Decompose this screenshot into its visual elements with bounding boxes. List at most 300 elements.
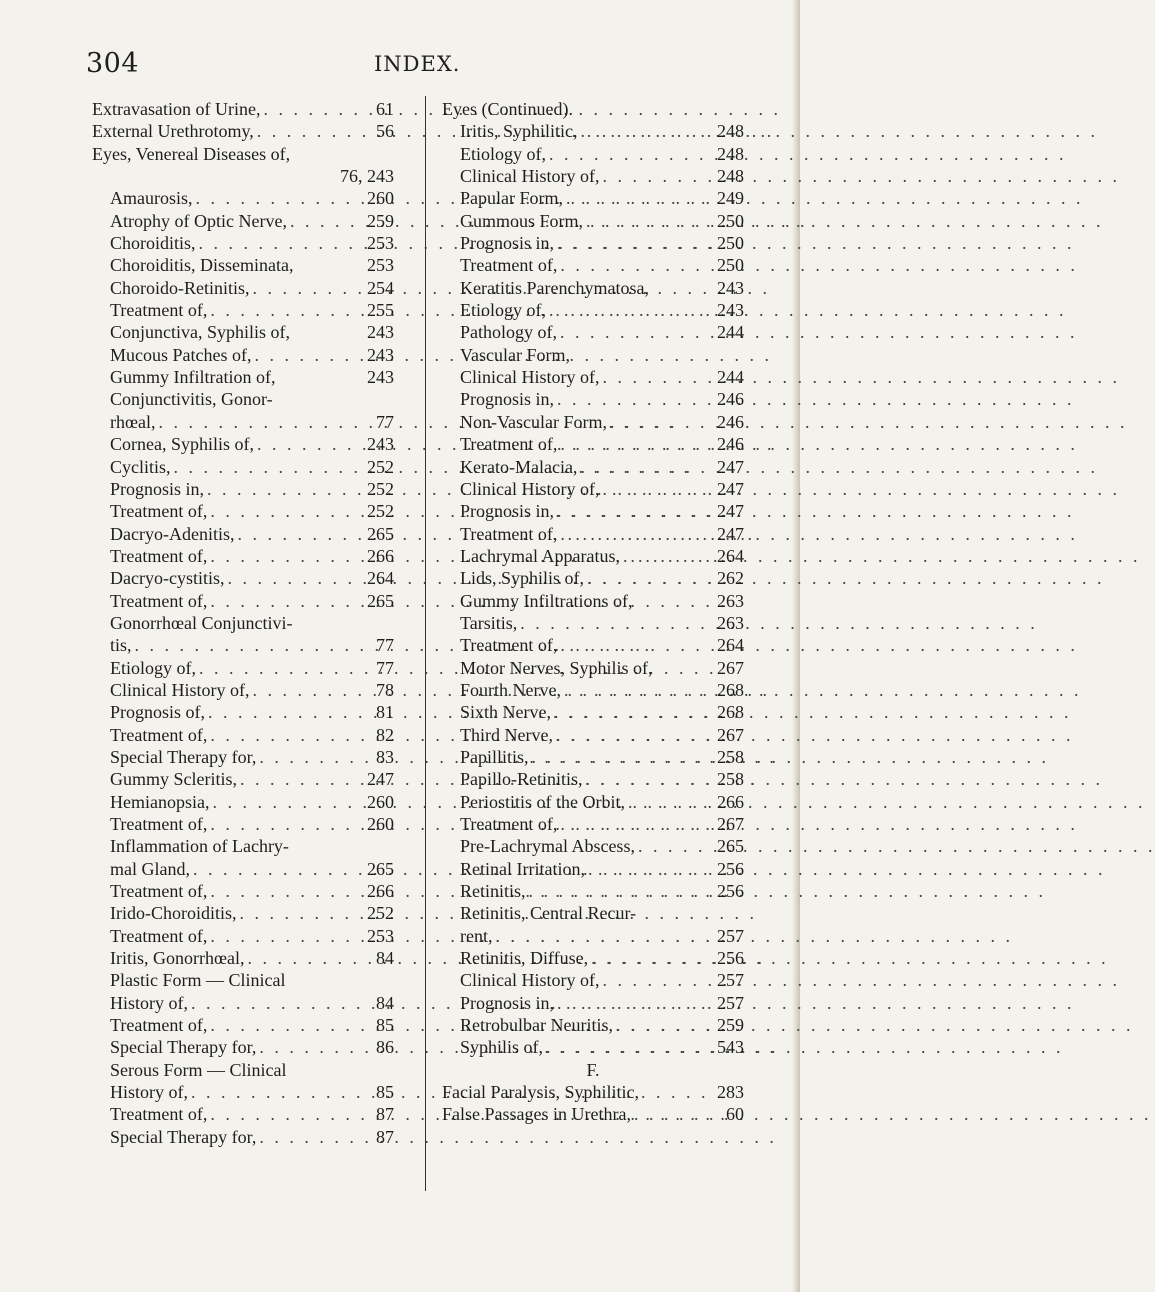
index-entry <box>92 456 394 478</box>
dot-leader <box>257 120 373 142</box>
index-entry-label: Papillo-Retinitis, <box>460 769 583 790</box>
index-entry-page: 252 <box>367 903 394 924</box>
index-entry <box>92 724 394 746</box>
left-index-column <box>92 98 394 1148</box>
index-entry-page: 248 <box>717 121 744 142</box>
index-entry-page: 243 <box>367 367 394 388</box>
dot-leader <box>549 299 714 321</box>
index-entry-label: Treatment of, <box>110 1104 208 1125</box>
index-entry-page: 258 <box>717 746 744 767</box>
index-entry-page: 262 <box>717 568 744 589</box>
index-entry-page: 77 <box>376 657 394 678</box>
index-entry-label: Lids, Syphilis of, <box>460 568 585 589</box>
index-entry-page: 248 <box>717 166 744 187</box>
index-entry-label: Treatment of, <box>110 925 208 946</box>
dot-leader <box>520 612 714 634</box>
index-entry <box>92 523 394 545</box>
index-entry-label: Pre-Lachrymal Abscess, <box>460 836 635 857</box>
dot-leader <box>210 880 364 902</box>
index-entry-label: Special Therapy for, <box>110 746 257 767</box>
index-entry <box>442 411 744 433</box>
index-entry-label: Etiology of, <box>110 657 196 678</box>
index-entry <box>442 1036 744 1058</box>
column-divider <box>425 96 426 1191</box>
index-entry <box>92 925 394 947</box>
index-entry <box>92 969 394 991</box>
dot-leader <box>586 768 714 790</box>
dot-leader <box>158 411 373 433</box>
index-entry-page: 253 <box>367 925 394 946</box>
index-entry <box>442 1014 744 1036</box>
index-entry-label: Special Therapy for, <box>110 1037 257 1058</box>
dot-leader <box>602 165 714 187</box>
index-entry <box>442 969 744 991</box>
dot-leader <box>560 634 714 656</box>
index-entry-label: mal Gland, <box>110 858 190 879</box>
index-entry-label: Conjunctiva, Syphilis of, <box>110 322 290 343</box>
index-entry-page: 253 <box>367 233 394 254</box>
index-entry <box>92 165 394 187</box>
dot-leader <box>546 1036 714 1058</box>
index-entry <box>92 746 394 768</box>
index-entry-page: 252 <box>367 478 394 499</box>
dot-leader <box>193 858 364 880</box>
index-entry-page: 87 <box>376 1126 394 1147</box>
index-entry-label: Clinical History of, <box>460 478 600 499</box>
index-entry <box>92 478 394 500</box>
index-entry-label: Iritis, Syphilitic, <box>460 121 578 142</box>
index-entry <box>442 724 744 746</box>
index-entry-label: Syphilis of, <box>460 1037 544 1058</box>
dot-leader <box>212 791 364 813</box>
index-entry-page: 266 <box>717 791 744 812</box>
index-entry <box>442 657 744 679</box>
index-entry <box>92 947 394 969</box>
index-entry-label: Treatment of, <box>110 1015 208 1036</box>
index-entry <box>442 366 744 388</box>
index-entry-label: tis, <box>110 635 132 656</box>
dot-leader <box>191 992 373 1014</box>
index-entry-page: 283 <box>717 1082 744 1103</box>
index-entry-label: Retinitis, Diffuse, <box>460 948 589 969</box>
index-entry-label: Eyes (Continued). <box>442 99 573 119</box>
page-number: 304 <box>86 48 140 79</box>
index-entry <box>442 947 744 969</box>
index-entry-page: 255 <box>367 300 394 321</box>
dot-leader <box>564 679 714 701</box>
index-entry-label: Clinical History of, <box>460 166 600 187</box>
index-entry-page: 265 <box>367 590 394 611</box>
index-entry <box>442 992 744 1014</box>
index-entry <box>442 545 744 567</box>
index-entry <box>442 701 744 723</box>
index-entry-label: Irido-Choroiditis, <box>110 903 237 924</box>
index-entry <box>442 634 744 656</box>
index-entry-label: Prognosis in, <box>110 478 205 499</box>
dot-leader <box>495 925 714 947</box>
index-entry <box>92 277 394 299</box>
dot-leader <box>532 746 714 768</box>
index-entry-page: 260 <box>367 814 394 834</box>
dot-leader <box>210 1103 373 1125</box>
index-entry-label: Inflammation of Lachry- <box>110 836 289 857</box>
index-entry-page: 83 <box>376 746 394 767</box>
index-entry-label: Serous Form — Clinical <box>110 1059 287 1080</box>
dot-leader <box>634 1103 723 1125</box>
index-entry-label: External Urethrotomy, <box>92 121 254 142</box>
index-entry-label: Pathology of, <box>460 322 557 343</box>
dot-leader <box>638 835 714 857</box>
index-entry-label: History of, <box>110 1082 188 1103</box>
dot-leader <box>549 143 714 165</box>
index-entry <box>442 232 744 254</box>
right-index-column <box>442 98 744 1126</box>
index-entry-page: 244 <box>717 367 744 388</box>
dot-leader <box>259 1126 373 1148</box>
index-entry-page: 82 <box>376 724 394 745</box>
index-entry-page: 267 <box>717 814 744 834</box>
index-entry-page: 252 <box>367 501 394 522</box>
index-entry <box>92 321 394 343</box>
index-entry-page: 247 <box>717 478 744 499</box>
index-entry <box>92 768 394 790</box>
index-entry-page: 264 <box>717 635 744 656</box>
index-entry-page: 267 <box>717 657 744 678</box>
index-entry <box>442 1103 744 1125</box>
index-entry-label: rent, <box>460 925 493 946</box>
index-entry-label: Gummous Form, <box>460 210 584 231</box>
index-entry-label: Gummy Infiltrations of, <box>460 590 633 611</box>
index-entry-page: 256 <box>717 858 744 879</box>
index-entry-label: Treatment of, <box>110 590 208 611</box>
dot-leader <box>207 478 364 500</box>
dot-leader <box>560 321 714 343</box>
index-entry-label: Kerato-Malacia, <box>460 456 578 477</box>
index-entry-page: 243 <box>367 344 394 365</box>
index-entry-page: 265 <box>367 523 394 544</box>
index-entry <box>92 835 394 857</box>
index-entry-label: Retinitis, <box>460 881 526 902</box>
index-entry-label: False Passages in Urethra, <box>442 1104 631 1125</box>
dot-leader <box>556 724 714 746</box>
dot-leader <box>259 746 373 768</box>
dot-leader <box>580 456 714 478</box>
index-entry-page: 253 <box>367 255 394 276</box>
dot-leader <box>210 545 364 567</box>
index-entry-label: Special Therapy for, <box>110 1126 257 1147</box>
index-entry <box>442 1059 744 1081</box>
index-entry-label: Choroiditis, Disseminata, <box>110 255 294 276</box>
index-entry-label: Etiology of, <box>460 143 546 164</box>
dot-leader <box>560 254 714 276</box>
index-entry-page: 244 <box>717 322 744 343</box>
index-entry <box>442 120 744 142</box>
index-entry <box>92 344 394 366</box>
index-entry-label: Gummy Infiltration of, <box>110 367 276 388</box>
dot-leader <box>208 701 373 723</box>
index-entry <box>92 143 394 165</box>
index-entry-page: 246 <box>717 389 744 410</box>
index-entry <box>92 813 394 835</box>
index-entry-page: 85 <box>376 1082 394 1103</box>
index-entry-page: 543 <box>717 1037 744 1058</box>
dot-leader <box>557 500 714 522</box>
page-header <box>0 48 800 82</box>
index-entry <box>92 679 394 701</box>
index-entry <box>442 835 744 857</box>
index-entry-label: Amaurosis, <box>110 188 193 209</box>
index-entry <box>442 433 744 455</box>
dot-leader <box>191 1081 373 1103</box>
index-entry-label: Sixth Nerve, <box>460 702 551 723</box>
index-entry-page: 250 <box>717 210 744 231</box>
dot-leader <box>602 478 714 500</box>
index-entry <box>92 98 394 120</box>
index-entry-label: Periostitis of the Orbit, <box>460 791 625 812</box>
index-entry <box>92 500 394 522</box>
dot-leader <box>210 925 364 947</box>
index-entry-page: 77 <box>376 635 394 656</box>
dot-leader <box>254 344 364 366</box>
index-entry <box>442 456 744 478</box>
dot-leader <box>227 567 364 589</box>
index-entry <box>442 746 744 768</box>
dot-leader <box>557 388 714 410</box>
index-entry-page: 265 <box>717 836 744 857</box>
dot-leader <box>259 1036 373 1058</box>
dot-leader <box>253 277 365 299</box>
index-entry-page: 85 <box>376 1015 394 1036</box>
index-entry <box>442 98 744 120</box>
page-title: INDEX. <box>374 52 461 76</box>
dot-leader <box>560 433 714 455</box>
page-edge-shadow <box>792 0 800 1292</box>
index-entry <box>442 344 744 366</box>
index-entry <box>442 791 744 813</box>
index-entry <box>92 634 394 656</box>
index-entry-label: Extravasation of Urine, <box>92 99 261 119</box>
dot-leader <box>210 1014 373 1036</box>
index-entry-label: Cyclitis, <box>110 456 171 477</box>
dot-leader <box>210 590 364 612</box>
index-entry-page: 256 <box>717 948 744 969</box>
index-entry-label: Fourth Nerve, <box>460 679 561 700</box>
dot-leader <box>557 992 714 1014</box>
dot-leader <box>199 232 364 254</box>
index-entry-label: Tarsitis, <box>460 612 518 633</box>
dot-leader <box>628 791 714 813</box>
index-entry <box>442 858 744 880</box>
index-entry-page: 243 <box>367 434 394 455</box>
index-entry-label: Prognosis in, <box>460 992 555 1013</box>
index-entry-label: Choroido-Retinitis, <box>110 277 250 298</box>
index-entry-page: 87 <box>376 1104 394 1125</box>
index-entry <box>92 701 394 723</box>
index-entry-label: Etiology of, <box>460 300 546 321</box>
index-entry-page: 243 <box>717 300 744 321</box>
index-entry-page: 263 <box>717 590 744 611</box>
index-entry-page: 260 <box>367 188 394 209</box>
index-entry-label: Retrobulbar Neuritis, <box>460 1015 613 1036</box>
dot-leader <box>554 701 714 723</box>
index-entry <box>442 925 744 947</box>
index-entry-page: 258 <box>717 769 744 790</box>
index-entry-page: 254 <box>367 277 394 298</box>
index-entry-label: Choroiditis, <box>110 233 196 254</box>
index-entry-label: Retinitis, Central Recur- <box>460 903 637 924</box>
index-entry <box>442 813 744 835</box>
index-entry-label: Cornea, Syphilis of, <box>110 434 254 455</box>
index-entry <box>92 1103 394 1125</box>
index-entry-label: Vascular Form, <box>460 344 570 365</box>
index-entry-label: Motor Nerves, Syphilis of, <box>460 657 653 678</box>
index-entry-label: Plastic Form — Clinical <box>110 970 286 991</box>
index-entry <box>442 567 744 589</box>
dot-leader <box>587 567 714 589</box>
index-entry <box>92 254 394 276</box>
index-entry-label: Treatment of, <box>110 881 208 902</box>
dot-leader <box>586 210 714 232</box>
dot-leader <box>263 98 373 120</box>
index-entry-page: 61 <box>376 99 394 119</box>
dot-leader <box>616 1014 714 1036</box>
index-entry-label: Papular Form, <box>460 188 563 209</box>
dot-leader <box>588 858 714 880</box>
dot-leader <box>240 902 365 924</box>
index-entry-page: 250 <box>717 255 744 276</box>
index-entry-label: Non-Vascular Form, <box>460 411 607 432</box>
dot-leader <box>529 880 714 902</box>
index-entry-label: Mucous Patches of, <box>110 344 252 365</box>
index-entry <box>442 1081 744 1103</box>
dot-leader <box>237 523 364 545</box>
index-entry-page: 56 <box>376 121 394 142</box>
index-entry-page: 247 <box>717 501 744 522</box>
index-entry <box>442 880 744 902</box>
index-entry <box>442 590 744 612</box>
index-entry-label: Eyes, Venereal Diseases of, <box>92 143 291 164</box>
index-entry <box>442 388 744 410</box>
index-entry <box>92 1036 394 1058</box>
index-entry <box>442 210 744 232</box>
index-entry <box>442 679 744 701</box>
index-entry-label: Hemianopsia, <box>110 791 210 812</box>
index-entry-page: 248 <box>717 143 744 164</box>
index-entry-page: 60 <box>726 1104 744 1125</box>
index-entry-label: Conjunctivitis, Gonor- <box>110 389 273 410</box>
index-entry-label: Papillitis, <box>460 746 529 767</box>
index-entry <box>442 143 744 165</box>
index-entry <box>92 120 394 142</box>
index-entry-label: Treatment of, <box>460 434 558 455</box>
dot-leader <box>252 679 373 701</box>
index-entry <box>442 768 744 790</box>
index-entry-page: 246 <box>717 434 744 455</box>
index-entry <box>442 165 744 187</box>
index-entry-page: 266 <box>367 545 394 566</box>
index-entry <box>442 500 744 522</box>
index-entry-page: 246 <box>717 411 744 432</box>
dot-leader <box>199 657 373 679</box>
index-entry-label: Dacryo-cystitis, <box>110 568 225 589</box>
index-entry-page: 76, 243 <box>340 166 394 187</box>
index-entry <box>442 612 744 634</box>
index-entry-label: Facial Paralysis, Syphilitic, <box>442 1082 639 1103</box>
index-entry <box>92 545 394 567</box>
index-entry-page: 86 <box>376 1037 394 1058</box>
index-entry-page: 257 <box>717 970 744 991</box>
index-entry-page: 259 <box>367 210 394 231</box>
index-entry-page: 256 <box>717 881 744 902</box>
dot-leader <box>602 969 714 991</box>
index-entry-page: 243 <box>717 277 744 298</box>
index-entry-label: Retinal Irritation, <box>460 858 585 879</box>
dot-leader <box>210 500 364 522</box>
index-entry-label: Gummy Scleritis, <box>110 769 237 790</box>
dot-leader <box>210 724 373 746</box>
index-entry-label: rhœal, <box>110 411 156 432</box>
index-entry <box>92 210 394 232</box>
dot-leader <box>557 232 714 254</box>
index-entry-page: 247 <box>367 769 394 790</box>
index-entry-page: 257 <box>717 925 744 946</box>
index-entry <box>92 411 394 433</box>
index-entry <box>92 1014 394 1036</box>
index-entry <box>92 567 394 589</box>
index-entry-label: Atrophy of Optic Nerve, <box>110 210 287 231</box>
index-entry <box>92 299 394 321</box>
index-entry-page: 247 <box>717 523 744 544</box>
dot-leader <box>602 366 714 388</box>
index-entry <box>92 880 394 902</box>
index-entry-page: 249 <box>717 188 744 209</box>
dot-leader <box>210 813 364 835</box>
index-entry-label: Clinical History of, <box>110 679 250 700</box>
dot-leader <box>240 768 364 790</box>
index-entry-label: Treatment of, <box>110 814 208 834</box>
index-entry-page: 265 <box>367 858 394 879</box>
index-entry-label: Third Nerve, <box>460 724 553 745</box>
index-entry-label: Treatment of, <box>460 255 558 276</box>
index-entry-label: Iritis, Gonorrhœal, <box>110 948 245 969</box>
index-entry-label: Treatment of, <box>110 724 208 745</box>
index-entry <box>92 590 394 612</box>
index-entry <box>92 791 394 813</box>
index-entry <box>442 277 744 299</box>
index-entry-page: 77 <box>376 411 394 432</box>
index-entry-page: 252 <box>367 456 394 477</box>
index-entry-label: F. <box>586 1059 600 1080</box>
index-entry-page: 268 <box>717 679 744 700</box>
dot-leader <box>581 120 714 142</box>
dot-leader <box>290 210 364 232</box>
index-entry-page: 78 <box>376 679 394 700</box>
index-entry <box>92 612 394 634</box>
index-entry <box>92 1081 394 1103</box>
index-entry-label: History of, <box>110 992 188 1013</box>
index-entry <box>92 992 394 1014</box>
index-entry-label: Treatment of, <box>110 300 208 321</box>
index-entry-label: Clinical History of, <box>460 367 600 388</box>
dot-leader <box>135 634 373 656</box>
index-entry-page: 84 <box>376 992 394 1013</box>
index-entry-page: 264 <box>717 545 744 566</box>
dot-leader <box>560 813 714 835</box>
index-entry-label: Gonorrhœal Conjunctivi- <box>110 612 293 633</box>
index-entry-label: Treatment of, <box>460 635 558 656</box>
index-entry-page: 266 <box>367 881 394 902</box>
index-entry-label: Prognosis in, <box>460 233 555 254</box>
